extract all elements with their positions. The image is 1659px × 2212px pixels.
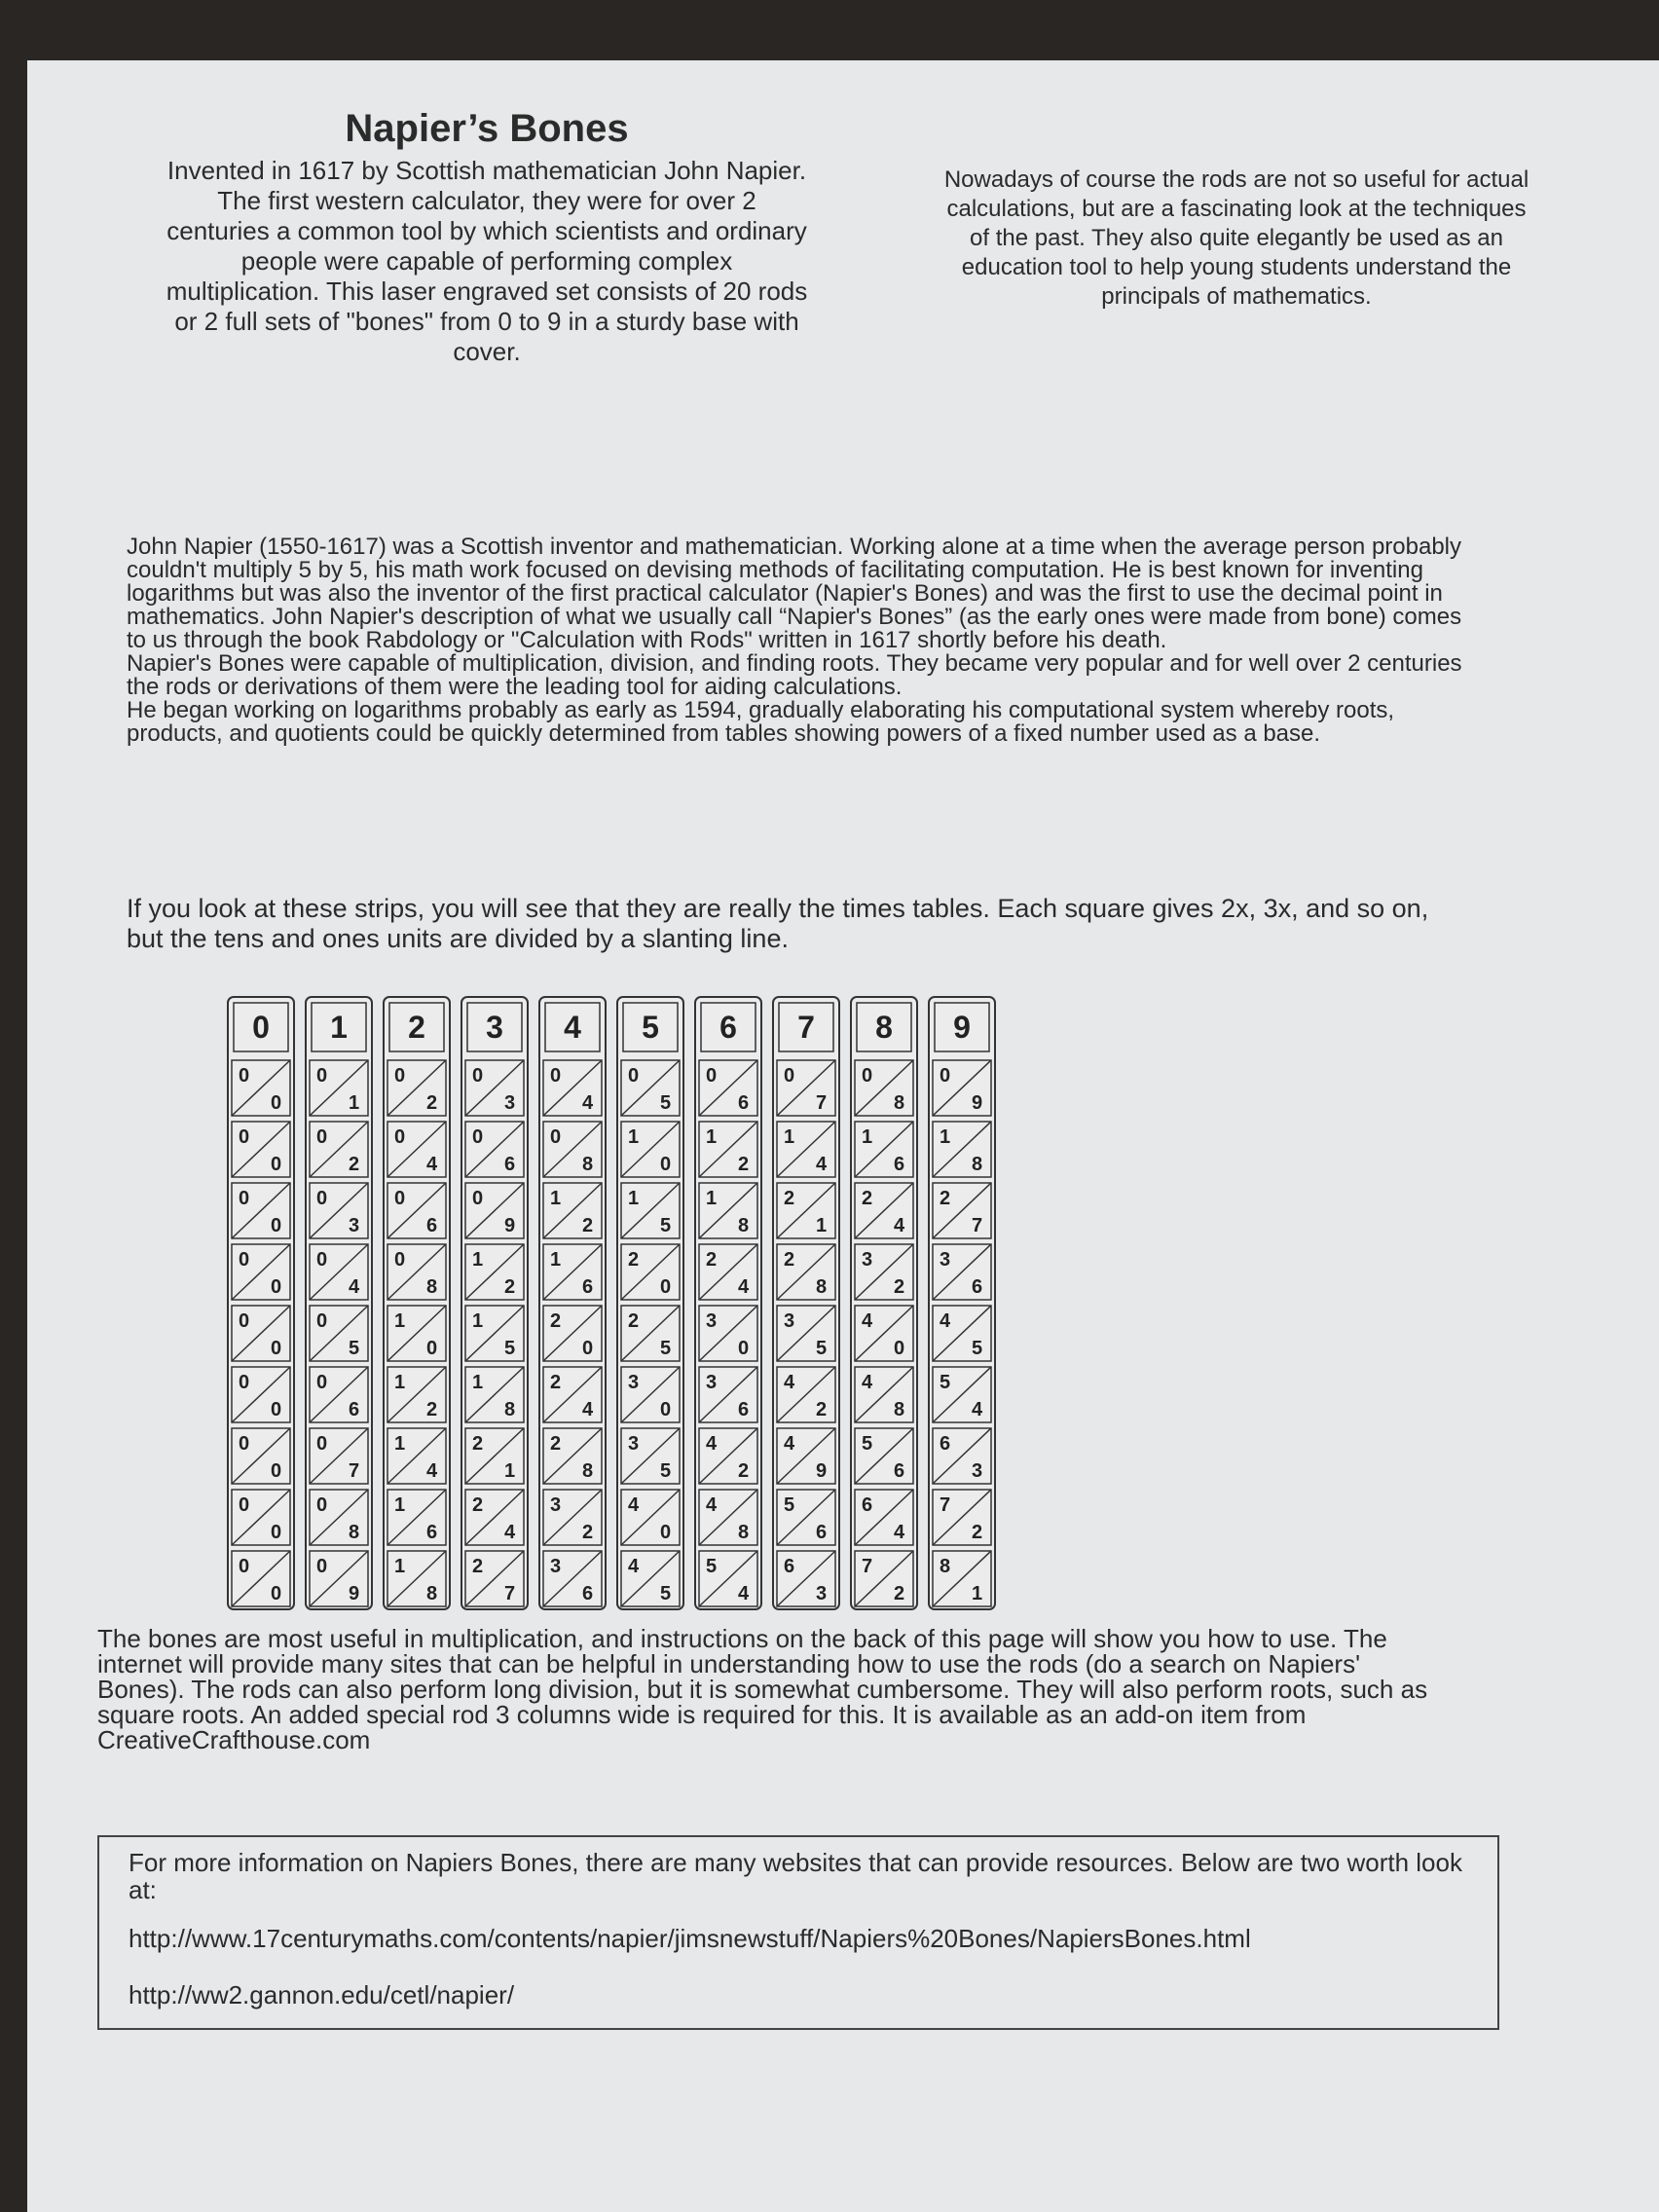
ones-digit: 7 xyxy=(504,1583,516,1604)
tens-digit: 0 xyxy=(239,1494,250,1516)
ones-digit: 0 xyxy=(271,1215,282,1236)
ones-digit: 2 xyxy=(349,1154,360,1175)
rod-header-digit: 1 xyxy=(330,1010,348,1045)
ones-digit: 8 xyxy=(504,1399,516,1420)
ones-digit: 5 xyxy=(660,1092,672,1114)
tens-digit: 2 xyxy=(862,1188,873,1209)
tens-digit: 0 xyxy=(472,1126,484,1148)
tens-digit: 7 xyxy=(862,1556,873,1577)
ones-digit: 7 xyxy=(816,1092,828,1114)
tens-digit: 2 xyxy=(628,1249,640,1271)
tens-digit: 8 xyxy=(940,1556,951,1577)
tens-digit: 0 xyxy=(316,1494,328,1516)
tens-digit: 3 xyxy=(628,1433,640,1455)
ones-digit: 0 xyxy=(271,1583,282,1604)
tens-digit: 2 xyxy=(706,1249,718,1271)
ones-digit: 0 xyxy=(271,1399,282,1420)
tens-digit: 0 xyxy=(394,1249,406,1271)
ones-digit: 4 xyxy=(738,1583,750,1604)
bio-paragraph-1: John Napier (1550-1617) was a Scottish inventor and mathematician. Working alone at a time when the average person probably couldn't multiply 5 by 5, his math work focused on devising methods of facilitating computation. He is best known for inventing logarithms but was also the inventor of the first practical calculator (Napier's Bones) and was the first to use the decimal point in mathematics. John Napier's description of what we usually call “Napier's Bones” (as the early ones were made from bone) comes to us through the book Rabdology or "Calculation with Rods" written in 1617 shortly before his death. xyxy=(127,534,1462,653)
tens-digit: 0 xyxy=(239,1556,250,1577)
ones-digit: 4 xyxy=(426,1154,438,1175)
tens-digit: 5 xyxy=(940,1372,951,1393)
tens-digit: 2 xyxy=(784,1249,795,1271)
tens-digit: 1 xyxy=(394,1310,406,1332)
ones-digit: 1 xyxy=(816,1215,828,1236)
tens-digit: 2 xyxy=(472,1556,484,1577)
tens-digit: 1 xyxy=(628,1126,640,1148)
tens-digit: 0 xyxy=(784,1065,795,1087)
biography-section xyxy=(127,535,1470,746)
tens-digit: 4 xyxy=(706,1494,718,1516)
ones-digit: 5 xyxy=(816,1338,828,1359)
ones-digit: 3 xyxy=(504,1092,516,1114)
tens-digit: 0 xyxy=(316,1310,328,1332)
ones-digit: 6 xyxy=(972,1276,983,1298)
tens-digit: 3 xyxy=(550,1494,562,1516)
ones-digit: 8 xyxy=(738,1215,750,1236)
tens-digit: 0 xyxy=(706,1065,718,1087)
ones-digit: 9 xyxy=(972,1092,983,1114)
resource-link-1[interactable]: http://www.17centurymaths.com/contents/napier/jimsnewstuff/Napiers%20Bones/NapiersBones.html xyxy=(129,1924,1251,1953)
ones-digit: 6 xyxy=(738,1399,750,1420)
rod-header-digit: 7 xyxy=(797,1010,815,1045)
ones-digit: 2 xyxy=(738,1154,750,1175)
tens-digit: 0 xyxy=(239,1372,250,1393)
ones-digit: 0 xyxy=(426,1338,438,1359)
tens-digit: 0 xyxy=(239,1065,250,1087)
tens-digit: 4 xyxy=(862,1372,873,1393)
rod-header-digit: 9 xyxy=(953,1010,971,1045)
ones-digit: 4 xyxy=(972,1399,983,1420)
ones-digit: 4 xyxy=(349,1276,360,1298)
tens-digit: 0 xyxy=(550,1126,562,1148)
tens-digit: 4 xyxy=(940,1310,951,1332)
tens-digit: 0 xyxy=(239,1126,250,1148)
ones-digit: 6 xyxy=(816,1522,828,1543)
tens-digit: 6 xyxy=(862,1494,873,1516)
ones-digit: 6 xyxy=(426,1215,438,1236)
ones-digit: 0 xyxy=(894,1338,905,1359)
ones-digit: 1 xyxy=(972,1583,983,1604)
ones-digit: 8 xyxy=(582,1460,594,1482)
ones-digit: 8 xyxy=(816,1276,828,1298)
ones-digit: 0 xyxy=(271,1092,282,1114)
tens-digit: 0 xyxy=(239,1249,250,1271)
tens-digit: 4 xyxy=(784,1372,795,1393)
tens-digit: 0 xyxy=(940,1065,951,1087)
tens-digit: 2 xyxy=(472,1433,484,1455)
tens-digit: 2 xyxy=(472,1494,484,1516)
ones-digit: 1 xyxy=(504,1460,516,1482)
ones-digit: 2 xyxy=(582,1522,594,1543)
ones-digit: 1 xyxy=(349,1092,360,1114)
ones-digit: 5 xyxy=(660,1215,672,1236)
ones-digit: 0 xyxy=(660,1154,672,1175)
ones-digit: 7 xyxy=(972,1215,983,1236)
tens-digit: 2 xyxy=(550,1372,562,1393)
tens-digit: 0 xyxy=(239,1188,250,1209)
ones-digit: 6 xyxy=(894,1460,905,1482)
tens-digit: 1 xyxy=(472,1372,484,1393)
tens-digit: 0 xyxy=(550,1065,562,1087)
tens-digit: 1 xyxy=(706,1188,718,1209)
rod-2 xyxy=(384,997,450,1609)
tens-digit: 3 xyxy=(628,1372,640,1393)
ones-digit: 4 xyxy=(894,1215,905,1236)
tens-digit: 4 xyxy=(784,1433,795,1455)
tens-digit: 0 xyxy=(628,1065,640,1087)
tens-digit: 0 xyxy=(394,1126,406,1148)
ones-digit: 3 xyxy=(972,1460,983,1482)
tens-digit: 5 xyxy=(862,1433,873,1455)
ones-digit: 9 xyxy=(504,1215,516,1236)
rod-header-digit: 3 xyxy=(486,1010,503,1045)
ones-digit: 0 xyxy=(582,1338,594,1359)
ones-digit: 0 xyxy=(271,1338,282,1359)
tens-digit: 4 xyxy=(706,1433,718,1455)
tens-digit: 1 xyxy=(394,1433,406,1455)
tens-digit: 2 xyxy=(784,1188,795,1209)
tens-digit: 1 xyxy=(394,1372,406,1393)
tens-digit: 0 xyxy=(472,1065,484,1087)
ones-digit: 9 xyxy=(816,1460,828,1482)
rod-0 xyxy=(228,997,294,1609)
ones-digit: 7 xyxy=(349,1460,360,1482)
tens-digit: 3 xyxy=(706,1372,718,1393)
bio-paragraph-2: Napier's Bones were capable of multiplication, division, and finding roots. They became very popular and for well over 2 centuries the rods or derivations of them were the leading tool for aiding calculations. xyxy=(127,650,1462,700)
ones-digit: 4 xyxy=(582,1399,594,1420)
rod-7 xyxy=(773,997,839,1609)
ones-digit: 5 xyxy=(504,1338,516,1359)
ones-digit: 2 xyxy=(582,1215,594,1236)
ones-digit: 8 xyxy=(972,1154,983,1175)
tens-digit: 7 xyxy=(940,1494,951,1516)
rod-8 xyxy=(851,997,917,1609)
tens-digit: 0 xyxy=(316,1372,328,1393)
ones-digit: 5 xyxy=(972,1338,983,1359)
tens-digit: 0 xyxy=(316,1556,328,1577)
tens-digit: 0 xyxy=(316,1249,328,1271)
tens-digit: 0 xyxy=(472,1188,484,1209)
ones-digit: 0 xyxy=(738,1338,750,1359)
tens-digit: 0 xyxy=(316,1188,328,1209)
ones-digit: 8 xyxy=(582,1154,594,1175)
tens-digit: 1 xyxy=(550,1188,562,1209)
ones-digit: 2 xyxy=(426,1399,438,1420)
tens-digit: 1 xyxy=(628,1188,640,1209)
ones-digit: 0 xyxy=(271,1154,282,1175)
tens-digit: 5 xyxy=(784,1494,795,1516)
resources-box xyxy=(97,1835,1499,2030)
tens-digit: 4 xyxy=(628,1494,640,1516)
intro-paragraph: Invented in 1617 by Scottish mathematician John Napier. The first western calculator, they were for over 2 centuries a common tool by which scientists and ordinary people were capable of performing complex multiplication. This laser engraved set consists of 20 rods or 2 full sets of "bones" from 0 to 9 in a sturdy base with cover. xyxy=(166,156,808,366)
tens-digit: 2 xyxy=(628,1310,640,1332)
tens-digit: 1 xyxy=(706,1126,718,1148)
tens-digit: 4 xyxy=(862,1310,873,1332)
ones-digit: 0 xyxy=(660,1399,672,1420)
ones-digit: 5 xyxy=(349,1338,360,1359)
ones-digit: 6 xyxy=(738,1092,750,1114)
ones-digit: 2 xyxy=(972,1522,983,1543)
tens-digit: 0 xyxy=(316,1126,328,1148)
napiers-bones-figure xyxy=(224,993,1022,1626)
tens-digit: 1 xyxy=(550,1249,562,1271)
tens-digit: 1 xyxy=(472,1310,484,1332)
tens-digit: 2 xyxy=(550,1310,562,1332)
rod-5 xyxy=(617,997,683,1609)
rod-header-digit: 6 xyxy=(719,1010,737,1045)
ones-digit: 3 xyxy=(349,1215,360,1236)
ones-digit: 6 xyxy=(582,1583,594,1604)
rod-header-digit: 2 xyxy=(408,1010,425,1045)
tens-digit: 1 xyxy=(862,1126,873,1148)
tens-digit: 0 xyxy=(316,1065,328,1087)
tens-digit: 1 xyxy=(394,1556,406,1577)
ones-digit: 4 xyxy=(582,1092,594,1114)
tens-digit: 3 xyxy=(940,1249,951,1271)
rod-header-digit: 0 xyxy=(252,1010,270,1045)
ones-digit: 6 xyxy=(894,1154,905,1175)
tens-digit: 1 xyxy=(784,1126,795,1148)
ones-digit: 4 xyxy=(504,1522,516,1543)
tens-digit: 3 xyxy=(784,1310,795,1332)
ones-digit: 8 xyxy=(426,1276,438,1298)
ones-digit: 2 xyxy=(894,1276,905,1298)
ones-digit: 4 xyxy=(894,1522,905,1543)
tens-digit: 0 xyxy=(239,1433,250,1455)
ones-digit: 0 xyxy=(660,1522,672,1543)
rod-4 xyxy=(539,997,606,1609)
tens-digit: 0 xyxy=(394,1188,406,1209)
tens-digit: 2 xyxy=(550,1433,562,1455)
resource-link-2[interactable]: http://ww2.gannon.edu/cetl/napier/ xyxy=(129,1980,515,2009)
ones-digit: 2 xyxy=(894,1583,905,1604)
tens-digit: 0 xyxy=(316,1433,328,1455)
tens-digit: 0 xyxy=(862,1065,873,1087)
tens-digit: 5 xyxy=(706,1556,718,1577)
side-note: Nowadays of course the rods are not so useful for actual calculations, but are a fascinating look at the techniques of the past. They also quite elegantly be used as an education tool to help young students understand the principals of mathematics. xyxy=(943,166,1530,310)
ones-digit: 4 xyxy=(426,1460,438,1482)
ones-digit: 8 xyxy=(349,1522,360,1543)
rod-9 xyxy=(929,997,995,1609)
rod-header-digit: 8 xyxy=(875,1010,893,1045)
tens-digit: 3 xyxy=(862,1249,873,1271)
ones-digit: 6 xyxy=(504,1154,516,1175)
ones-digit: 2 xyxy=(504,1276,516,1298)
strips-explanation: If you look at these strips, you will see that they are really the times tables. Each square gives 2x, 3x, and so on, but the tens and ones units are divided by a slanting line. xyxy=(127,894,1429,953)
rod-1 xyxy=(306,997,372,1609)
ones-digit: 0 xyxy=(271,1522,282,1543)
ones-digit: 4 xyxy=(738,1276,750,1298)
rod-3 xyxy=(461,997,528,1609)
ones-digit: 8 xyxy=(894,1399,905,1420)
ones-digit: 2 xyxy=(738,1460,750,1482)
tens-digit: 6 xyxy=(940,1433,951,1455)
ones-digit: 9 xyxy=(349,1583,360,1604)
tens-digit: 2 xyxy=(940,1188,951,1209)
bio-paragraph-3: He began working on logarithms probably as early as 1594, gradually elaborating his computational system whereby roots, products, and quotients could be quickly determined from tables showing powers of a fixed number used as a base. xyxy=(127,697,1395,747)
rod-6 xyxy=(695,997,761,1609)
ones-digit: 3 xyxy=(816,1583,828,1604)
ones-digit: 5 xyxy=(660,1583,672,1604)
ones-digit: 2 xyxy=(816,1399,828,1420)
tens-digit: 1 xyxy=(394,1494,406,1516)
tens-digit: 3 xyxy=(550,1556,562,1577)
tens-digit: 0 xyxy=(394,1065,406,1087)
ones-digit: 8 xyxy=(426,1583,438,1604)
tens-digit: 1 xyxy=(472,1249,484,1271)
ones-digit: 6 xyxy=(582,1276,594,1298)
ones-digit: 5 xyxy=(660,1338,672,1359)
rod-header-digit: 5 xyxy=(642,1010,659,1045)
ones-digit: 8 xyxy=(738,1522,750,1543)
tens-digit: 1 xyxy=(940,1126,951,1148)
ones-digit: 8 xyxy=(894,1092,905,1114)
tens-digit: 0 xyxy=(239,1310,250,1332)
ones-digit: 0 xyxy=(660,1276,672,1298)
ones-digit: 5 xyxy=(660,1460,672,1482)
tens-digit: 4 xyxy=(628,1556,640,1577)
tens-digit: 3 xyxy=(706,1310,718,1332)
page-title: Napier’s Bones xyxy=(345,107,629,150)
resources-text: For more information on Napiers Bones, there are many websites that can provide resources. Below are two worth look at: xyxy=(129,1848,1462,1904)
ones-digit: 2 xyxy=(426,1092,438,1114)
ones-digit: 0 xyxy=(271,1460,282,1482)
ones-digit: 0 xyxy=(271,1276,282,1298)
ones-digit: 6 xyxy=(426,1522,438,1543)
ones-digit: 6 xyxy=(349,1399,360,1420)
rod-header-digit: 4 xyxy=(564,1010,581,1045)
ones-digit: 4 xyxy=(816,1154,828,1175)
usage-paragraph: The bones are most useful in multiplication, and instructions on the back of this page will show you how to use. The internet will provide many sites that can be helpful in understanding how to use the rods (do a search on Napiers' Bones). The rods can also perform long division, but it is somewhat cumbersome. They will also perform roots, such as square roots. An added special rod 3 columns wide is required for this. It is available as an add-on item from CreativeCrafthouse.com xyxy=(97,1624,1428,1754)
tens-digit: 6 xyxy=(784,1556,795,1577)
